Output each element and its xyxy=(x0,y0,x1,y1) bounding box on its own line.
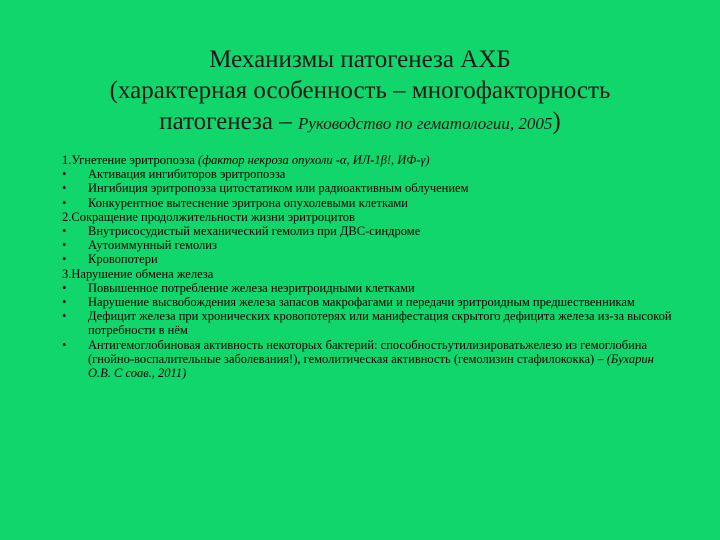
bullet-icon: • xyxy=(62,167,67,182)
section-heading-factors: (фактор некроза опухоли -α, ИЛ-1β!, ИФ-γ) xyxy=(198,153,430,167)
title-reference: Руководство по гематологии, 2005 xyxy=(297,114,553,133)
section-3-heading xyxy=(62,267,672,281)
list-item: • Повышенное потребление железа неэритроидными клетками xyxy=(62,280,415,295)
bullet-icon: • xyxy=(62,252,67,267)
bullet-icon: • xyxy=(62,295,67,310)
list-item-text: Антигемоглобиновая активность некоторых бактерий: способностьутилизироватьжелезо из гемоглобина (гнойно-воспалительные заболевания!), гемолитическая активность (гемолизин стафилококка) – xyxy=(88,337,648,366)
citation: (Бухарин О.В. С соав., 2011) xyxy=(88,351,654,381)
list-item: • Ингибиция эритропоэза цитостатиком или радиоактивным облучением xyxy=(62,181,469,196)
bullet-icon: • xyxy=(62,280,67,295)
title-line-3-text: патогенеза – xyxy=(159,108,298,135)
list-item: • Конкурентное вытеснение эритрона опухолевыми клетками xyxy=(62,195,408,210)
slide-body xyxy=(62,153,672,380)
section-2-heading xyxy=(62,210,672,224)
bullet-icon: • xyxy=(62,181,67,196)
slide-title xyxy=(40,44,680,139)
list-item: • Активация ингибиторов эритропоэза xyxy=(62,167,286,182)
bullet-icon: • xyxy=(62,224,67,239)
section-heading-text: 3.Нарушение обмена железа xyxy=(62,266,214,281)
section-1-heading xyxy=(62,153,672,167)
list-item: • Внутрисосудистый механический гемолиз при ДВС-синдроме xyxy=(62,224,421,239)
list-item xyxy=(62,338,672,381)
list-item: • Нарушение высвобождения железа запасов макрофагами и передачи эритроидным предшественникам xyxy=(62,295,635,310)
section-heading-text: 1.Угнетение эритропоэза xyxy=(62,153,199,167)
bullet-icon: • xyxy=(62,337,67,352)
bullet-icon: • xyxy=(62,309,67,324)
list-item: • Аутоиммунный гемолиз xyxy=(62,238,217,253)
title-line-3-close: ) xyxy=(552,108,561,135)
section-heading-text: 2.Сокращение продолжительности жизни эритроцитов xyxy=(62,209,355,224)
title-line-2: (характерная особенность – многофакторность xyxy=(109,77,611,104)
title-line-3 xyxy=(40,106,680,139)
list-item: • Кровопотери xyxy=(62,252,158,267)
bullet-icon: • xyxy=(62,195,67,210)
list-item: • Дефицит железа при хронических кровопотерях или манифестация скрытого дефицита железа из-за высокой потребности в нём xyxy=(62,309,672,338)
bullet-icon: • xyxy=(62,238,67,253)
title-line-1: Механизмы патогенеза АХБ xyxy=(209,46,511,73)
